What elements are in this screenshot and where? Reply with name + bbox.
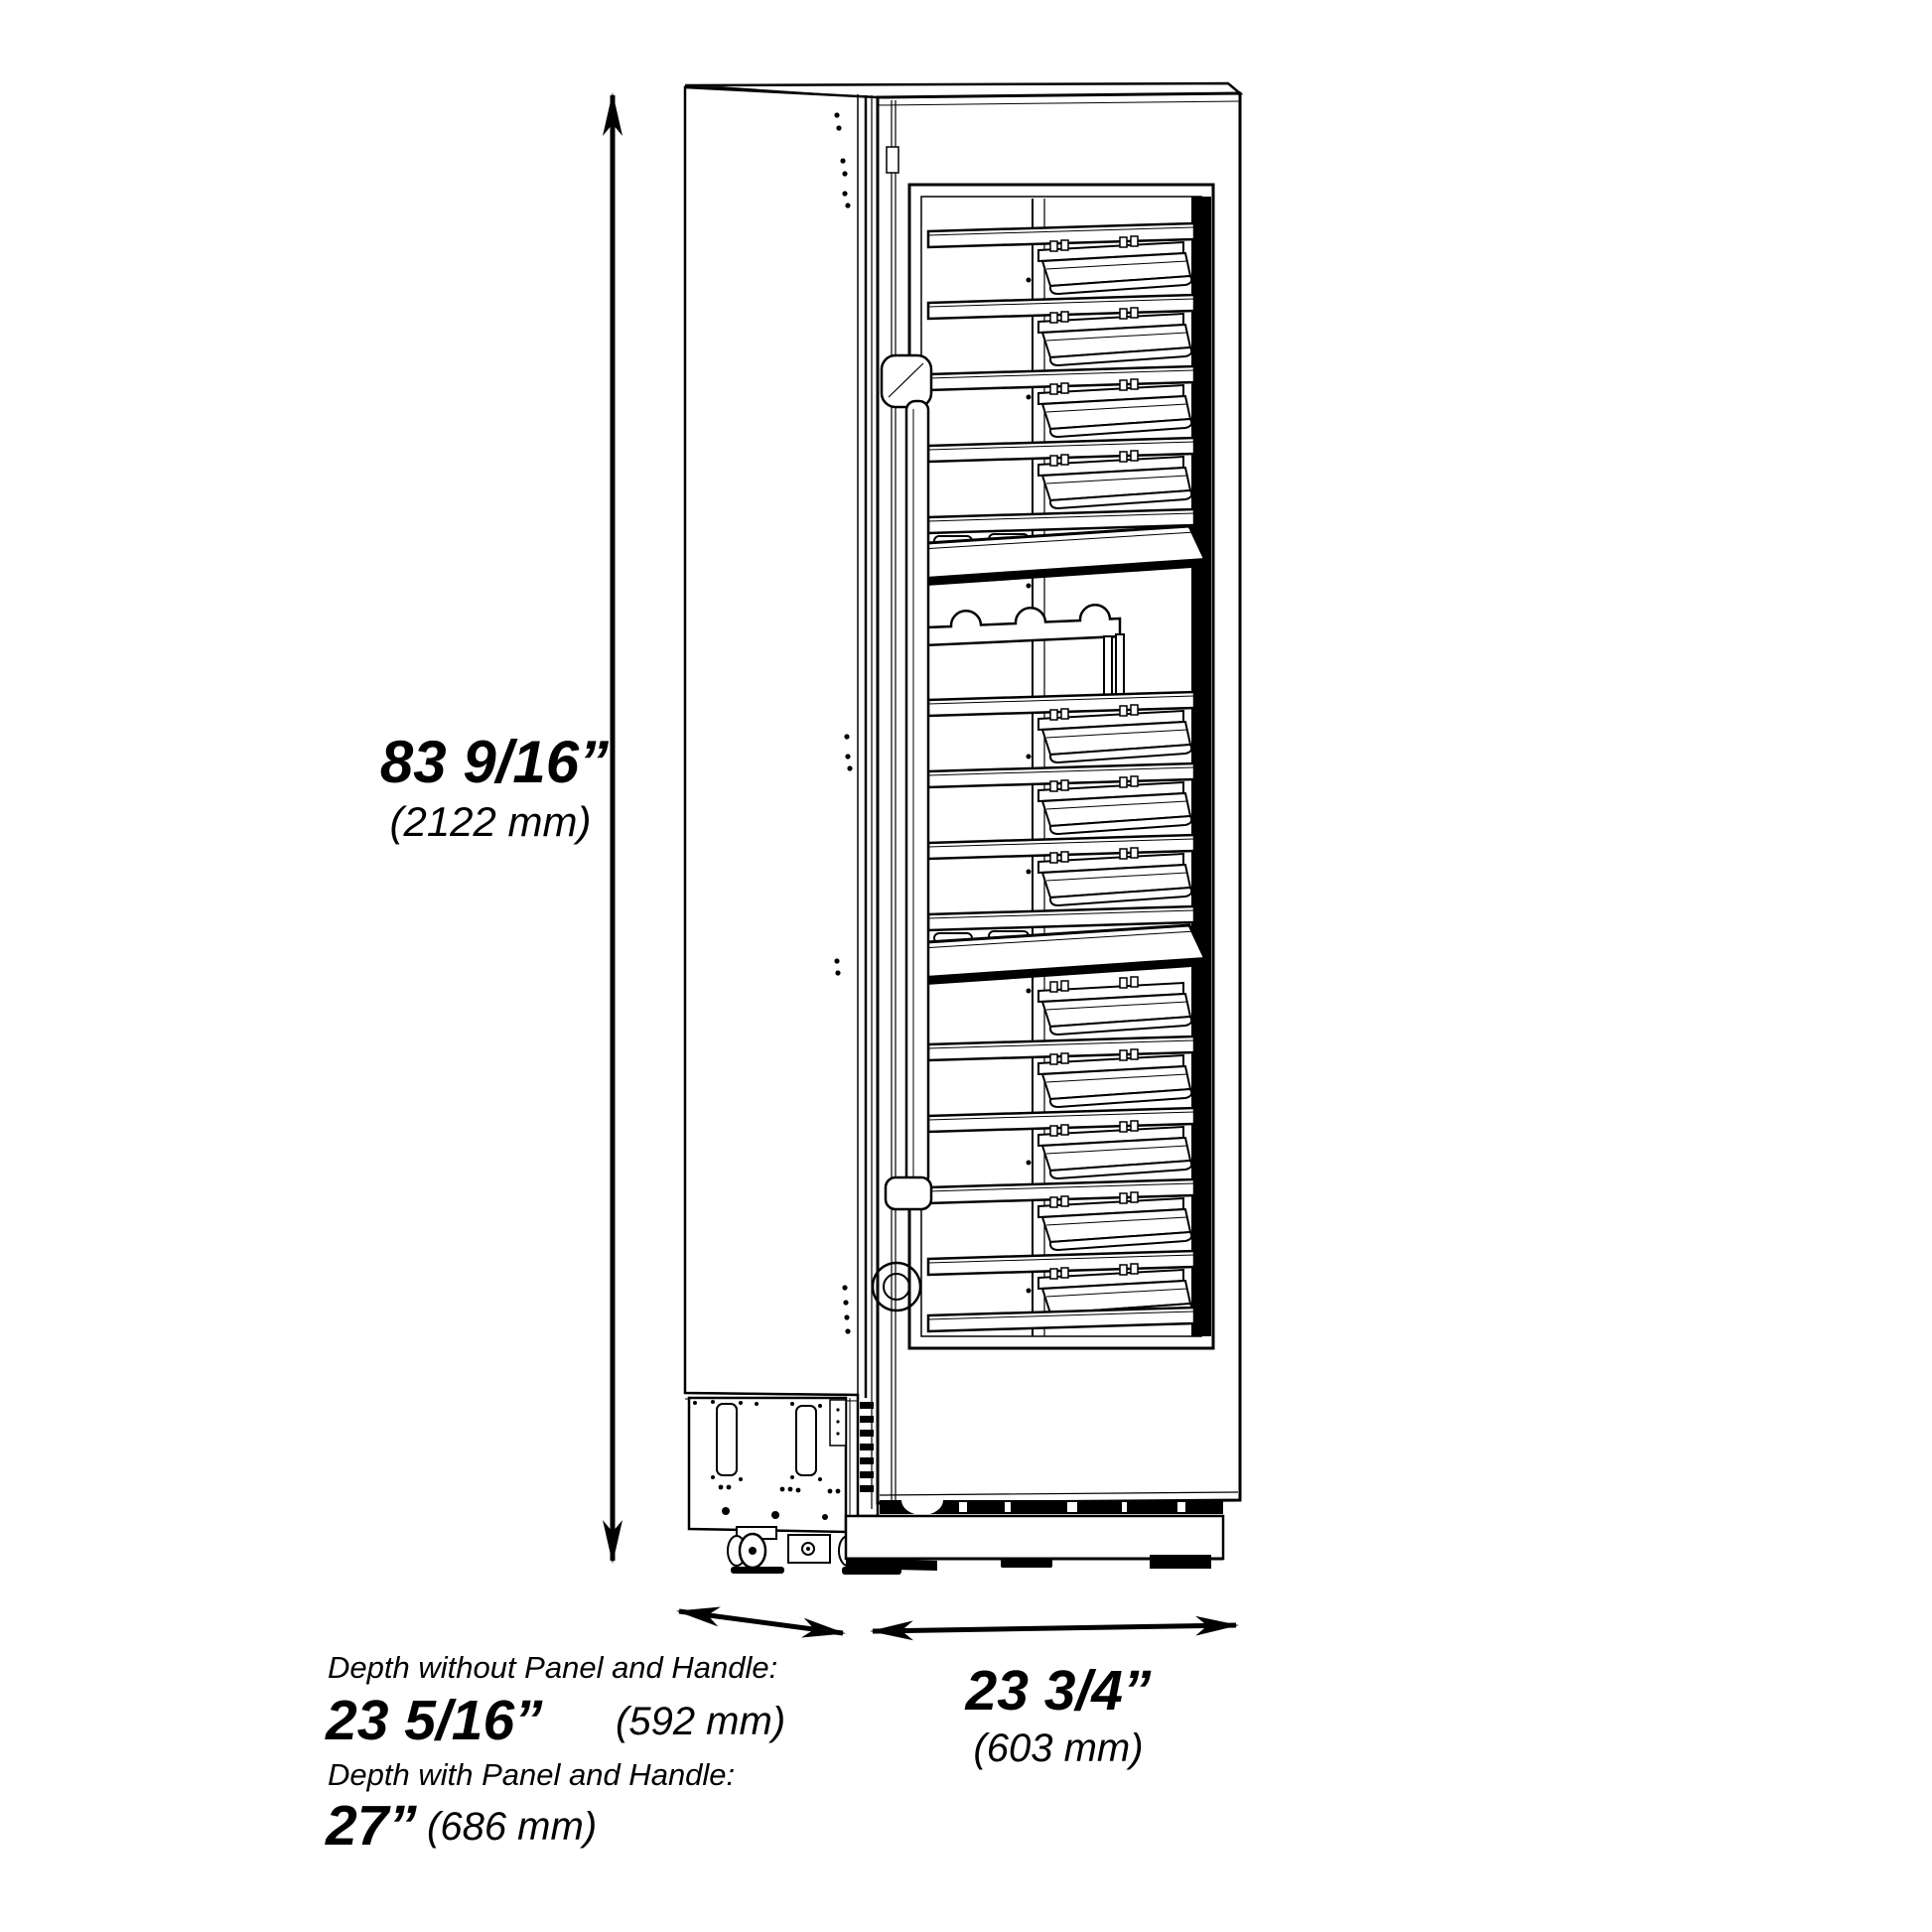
leveling-foot — [1001, 1559, 1052, 1568]
width-metric-label: (603 mm) — [973, 1726, 1144, 1770]
leveling-foot — [1150, 1555, 1211, 1569]
hinge-detail — [887, 147, 898, 173]
height-metric-label: (2122 mm) — [389, 798, 592, 845]
depth-with-imperial: 27” — [326, 1794, 417, 1858]
depth-with-label: Depth with Panel and Handle: — [328, 1757, 736, 1792]
depth-without-imperial: 23 5/16” — [326, 1689, 543, 1752]
handle-top-bracket — [882, 355, 931, 407]
depth-without-label: Depth without Panel and Handle: — [328, 1650, 778, 1685]
base-kick-plate — [846, 1500, 1223, 1569]
depth-without-metric: (592 mm) — [616, 1700, 786, 1743]
side-panel — [685, 87, 878, 1516]
width-imperial-label: 23 3/4” — [965, 1659, 1152, 1723]
cabinet-outline — [685, 83, 1240, 1575]
handle-bottom-bracket — [886, 1177, 931, 1209]
compressor-section — [689, 1398, 850, 1532]
mounting-bracket — [717, 1404, 737, 1475]
mounting-bracket — [796, 1406, 816, 1475]
depth-arrow — [679, 1611, 843, 1633]
handle-bar — [906, 401, 928, 1185]
depth-with-metric: (686 mm) — [427, 1805, 598, 1849]
width-arrow — [873, 1625, 1236, 1631]
height-imperial-label: 83 9/16” — [379, 729, 610, 795]
